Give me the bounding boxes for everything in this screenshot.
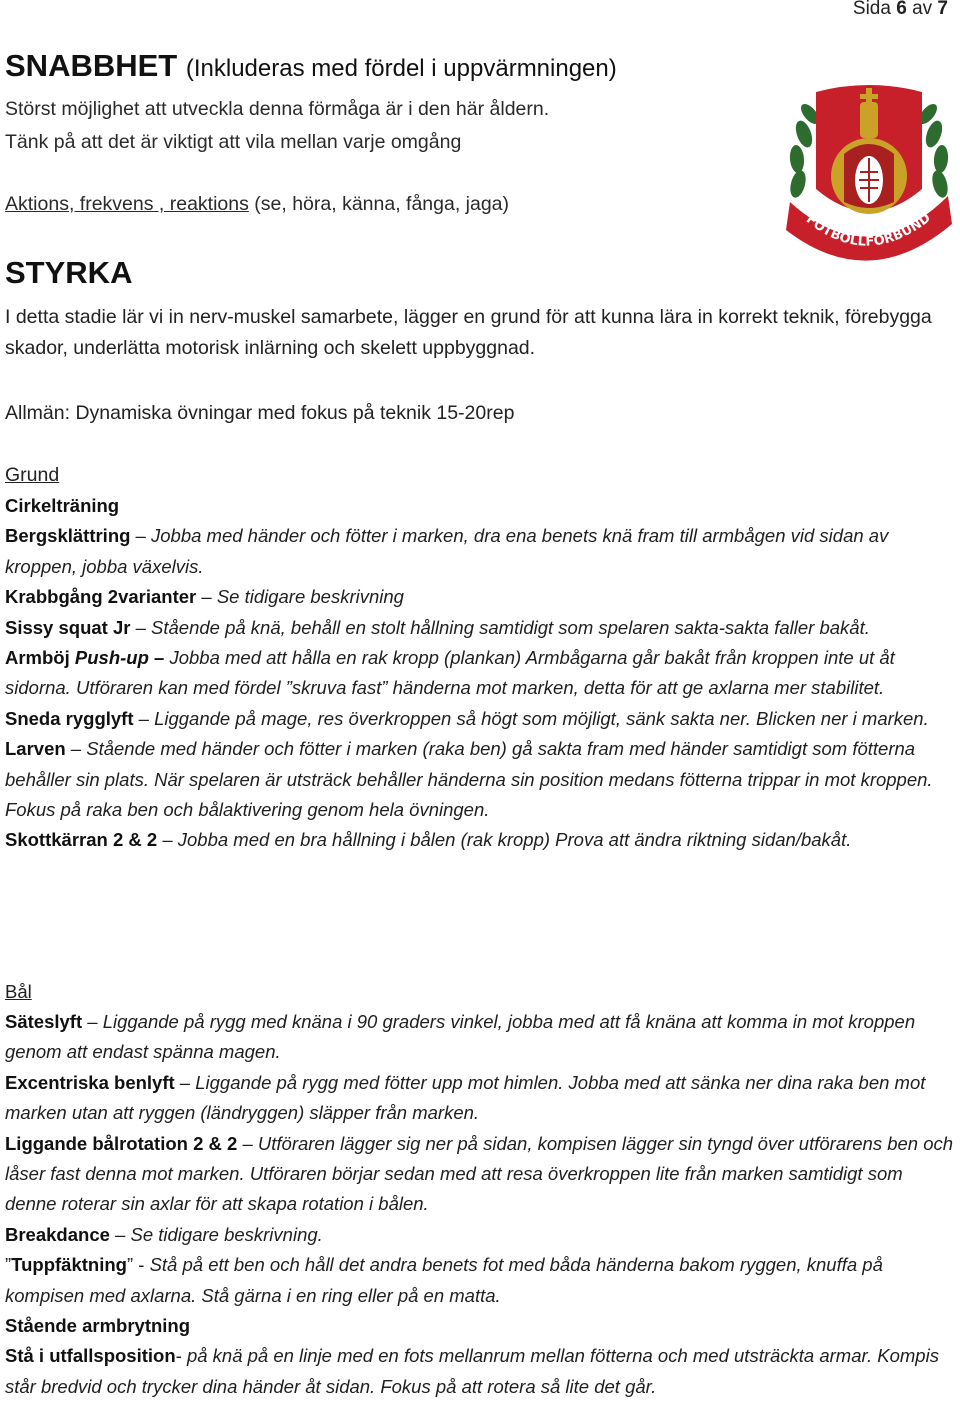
exercise-item: ”Tuppfäktning” - Stå på ett ben och håll det andra benets fot med båda händerna bakom ryggen, knuffa på kompisen med axlarna. Stå gärna i en ring eller på en matta. xyxy=(5,1254,883,1306)
exercise-item: Sneda rygglyft – Liggande på mage, res överkroppen så högt som möjligt, sänk sakta ner. Blicken ner i marken. xyxy=(5,707,929,729)
exercise-item: Breakdance – Se tidigare beskrivning. xyxy=(5,1223,323,1245)
svg-text:UPPLANDS: UPPLANDS xyxy=(832,204,912,231)
upplands-fotbollforbund-logo xyxy=(786,84,952,264)
exercise-item: Excentriska benlyft – Liggande på rygg med fötter upp mot himlen. Jobba med att sänka ner dina raka ben mot marken utan att ryggen (ländryggen) släpper från marken. xyxy=(5,1071,926,1124)
grund-subheading: Grund xyxy=(5,464,60,486)
exercise-item: Krabbgång 2varianter – Se tidigare beskrivning xyxy=(5,586,404,608)
exercise-item: Stå i utfallsposition- på knä på en linje med en fots mellanrum mellan fötterna och med utsträckta armar. Kompis står bredvid och trycker dina händer åt sidan. Fokus på att rotera så lite det går. xyxy=(5,1345,939,1397)
exercise-item: Bergsklättring – Jobba med händer och fötter i marken, dra ena benets knä fram till armbågen vid sidan av kroppen, jobba växelvis. xyxy=(5,525,889,577)
exercise-item: Liggande bålrotation 2 & 2 – Utföraren lägger sig ner på sidan, kompisen lägger sin tyngd över utförarens ben och låser fast denna mot marken. Utföraren börjar sedan med att resa överkroppen lite från marken samtidigt som denne roterar sin axlar för att skapa rotation i bålen. xyxy=(5,1132,954,1215)
exercise-item: Larven – Stående med händer och fötter i marken (raka ben) gå sakta fram med händer samtidigt som fötterna behåller sin plats. När spelaren är utsträck behåller händerna sin position medans fötterna trippar in mot kroppen. Fokus på raka ben och bålaktivering genom hela övningen. xyxy=(5,738,933,821)
bal-subheading: Bål xyxy=(5,981,32,1002)
page-number: Sida 6 av 7 xyxy=(852,0,948,19)
cirkeltraning-heading: Cirkelträning xyxy=(5,495,120,516)
snabbhet-heading: SNABBHET (Inkluderas med fördel i uppvärmningen) xyxy=(5,48,617,83)
exercise-item: Stående armbrytning xyxy=(5,1315,191,1337)
styrka-general: Allmän: Dynamiska övningar med fokus på teknik 15-20rep xyxy=(5,402,515,424)
snabbhet-line2: Tänk på att det är viktigt att vila mellan varje omgång xyxy=(5,131,462,153)
exercise-item: Skottkärran 2 & 2 – Jobba med en bra hållning i bålen (rak kropp) Prova att ändra riktning sidan/bakåt. xyxy=(5,829,852,851)
svg-text:FOTBOLLFÖRBUND: FOTBOLLFÖRBUND xyxy=(803,210,934,250)
snabbhet-line1: Störst möjlighet att utveckla denna förmåga är i den här åldern. xyxy=(5,98,550,120)
exercise-item: Armböj Push-up – Jobba med att hålla en rak kropp (plankan) Armbågarna går bakåt från kroppen inte ut åt sidorna. Utföraren kan med fördel ”skruva fast” händerna mot marken, detta för att ge axlarna mer stabilitet. xyxy=(5,647,895,699)
exercise-item: Säteslyft – Liggande på rygg med knäna i 90 graders vinkel, jobba med att få knäna att komma in mot kroppen genom att endast spänna magen. xyxy=(5,1011,916,1063)
snabbhet-types: Aktions, frekvens , reaktions (se, höra, känna, fånga, jaga) xyxy=(5,193,510,215)
bal-exercise-list xyxy=(5,1007,955,1402)
grund-exercise-list xyxy=(5,491,955,856)
snabbhet-link: Aktions, frekvens , reaktions xyxy=(5,193,249,215)
styrka-heading: STYRKA xyxy=(5,255,133,290)
exercise-item: Sissy squat Jr – Stående på knä, behåll en stolt hållning samtidigt som spelaren sakta-sakta faller bakåt. xyxy=(5,616,870,638)
styrka-intro: I detta stadie lär vi in nerv-muskel samarbete, lägger en grund för att kunna lära in korrekt teknik, förebygga skador, underlätta motorisk inlärning och skelett uppbyggnad. xyxy=(5,306,932,359)
